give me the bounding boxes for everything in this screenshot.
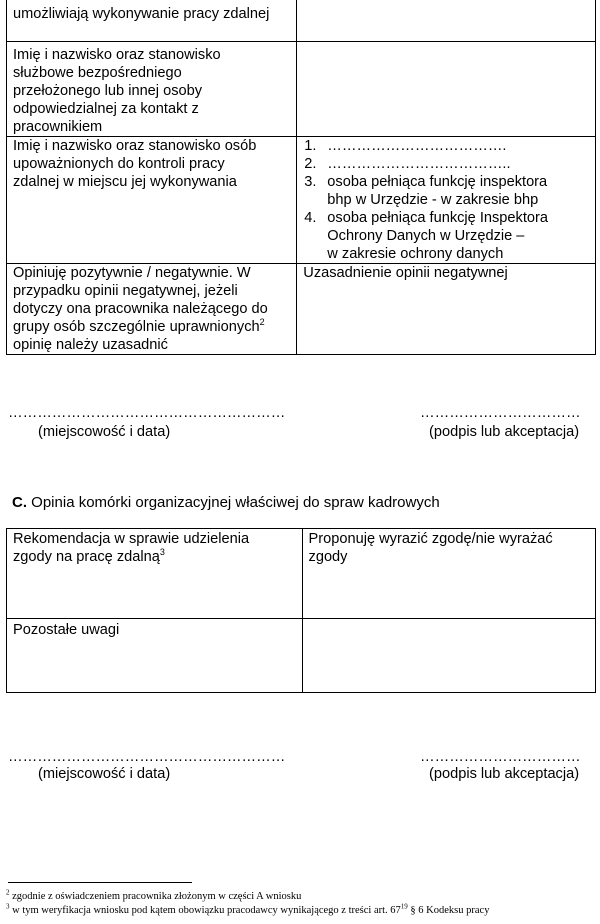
signature-line[interactable]: …………………………… <box>420 405 581 421</box>
negative-opinion-justification-field[interactable] <box>297 264 596 355</box>
place-date-label: (miejscowość i data) <box>38 424 171 440</box>
place-date-line[interactable]: ………………………………………………… <box>8 405 286 421</box>
inspectors-label: Imię i nazwisko oraz stanowisko osób upoważnionych do kontroli pracy zdalnej w miejscu jej wykonywania <box>7 137 297 264</box>
place-date-label: (miejscowość i data) <box>38 766 171 782</box>
employee-details-table <box>6 0 596 355</box>
footnote-2: $^2$ zgodnie z oświadczeniem pracownika złożonym w części A wniosku <box>6 888 302 902</box>
signature-line[interactable]: …………………………… <box>420 749 581 765</box>
row-label: umożliwiają wykonywanie pracy zdalnej <box>7 0 297 42</box>
consent-proposal-field[interactable]: Proponuję wyrazić zgodę/nie wyrażać zgody <box>302 529 595 619</box>
inspectors-list <box>303 137 589 263</box>
other-remarks-field[interactable] <box>302 619 595 693</box>
table-row <box>7 264 596 355</box>
table-row <box>7 619 596 693</box>
table-row <box>7 42 596 137</box>
opinion-label: Opiniuję pozytywnie / negatywnie. W przypadku opinii negatywnej, jeżeli dotyczy ona pracownika należącego do grupy osób szczególnie uprawnionych$^2$ opinię należy uzasadnić <box>7 264 297 355</box>
list-item: 2. ……………………………….. <box>304 156 511 172</box>
justification-label: Uzasadnienie opinii negatywnej <box>303 265 508 281</box>
hr-opinion-table <box>6 528 596 693</box>
list-item: 4. osoba pełniąca funkcję Inspektora Ochrony Danych w Urzędzie – w zakresie ochrony danych <box>304 210 548 262</box>
section-c-heading <box>12 494 440 511</box>
inspectors-list-cell[interactable] <box>297 137 596 264</box>
other-remarks-label: Pozostałe uwagi <box>7 619 303 693</box>
list-item: 3. osoba pełniąca funkcję inspektora bhp w Urzędzie - w zakresie bhp <box>304 174 548 208</box>
table-row <box>7 0 596 42</box>
list-item: 1. ………………………………. <box>304 138 507 154</box>
section-letter: C. <box>12 494 27 511</box>
footnote-3: $^3$ w tym weryfikacja wniosku pod kątem obowiązku pracodawcy wynikającego z treści art. $67^{19}$ § 6 Kodeksu pracy <box>6 902 490 916</box>
supervisor-field[interactable] <box>297 42 596 137</box>
row-value-field[interactable] <box>297 0 596 42</box>
signature-label: (podpis lub akceptacja) <box>429 424 580 440</box>
place-date-line[interactable]: ………………………………………………… <box>8 749 286 765</box>
signature-label: (podpis lub akceptacja) <box>429 766 580 782</box>
recommendation-label: Rekomendacja w sprawie udzielenia zgody na pracę zdalną$^3$ <box>7 529 303 619</box>
supervisor-label: Imię i nazwisko oraz stanowisko służbowe bezpośredniego przełożonego lub innej osoby odpowiedzialnej za kontakt z pracownikiem <box>7 42 297 137</box>
table-row <box>7 137 596 264</box>
section-title: Opinia komórki organizacyjnej właściwej do spraw kadrowych <box>31 494 440 511</box>
table-row <box>7 529 596 619</box>
footnote-separator <box>8 882 192 883</box>
